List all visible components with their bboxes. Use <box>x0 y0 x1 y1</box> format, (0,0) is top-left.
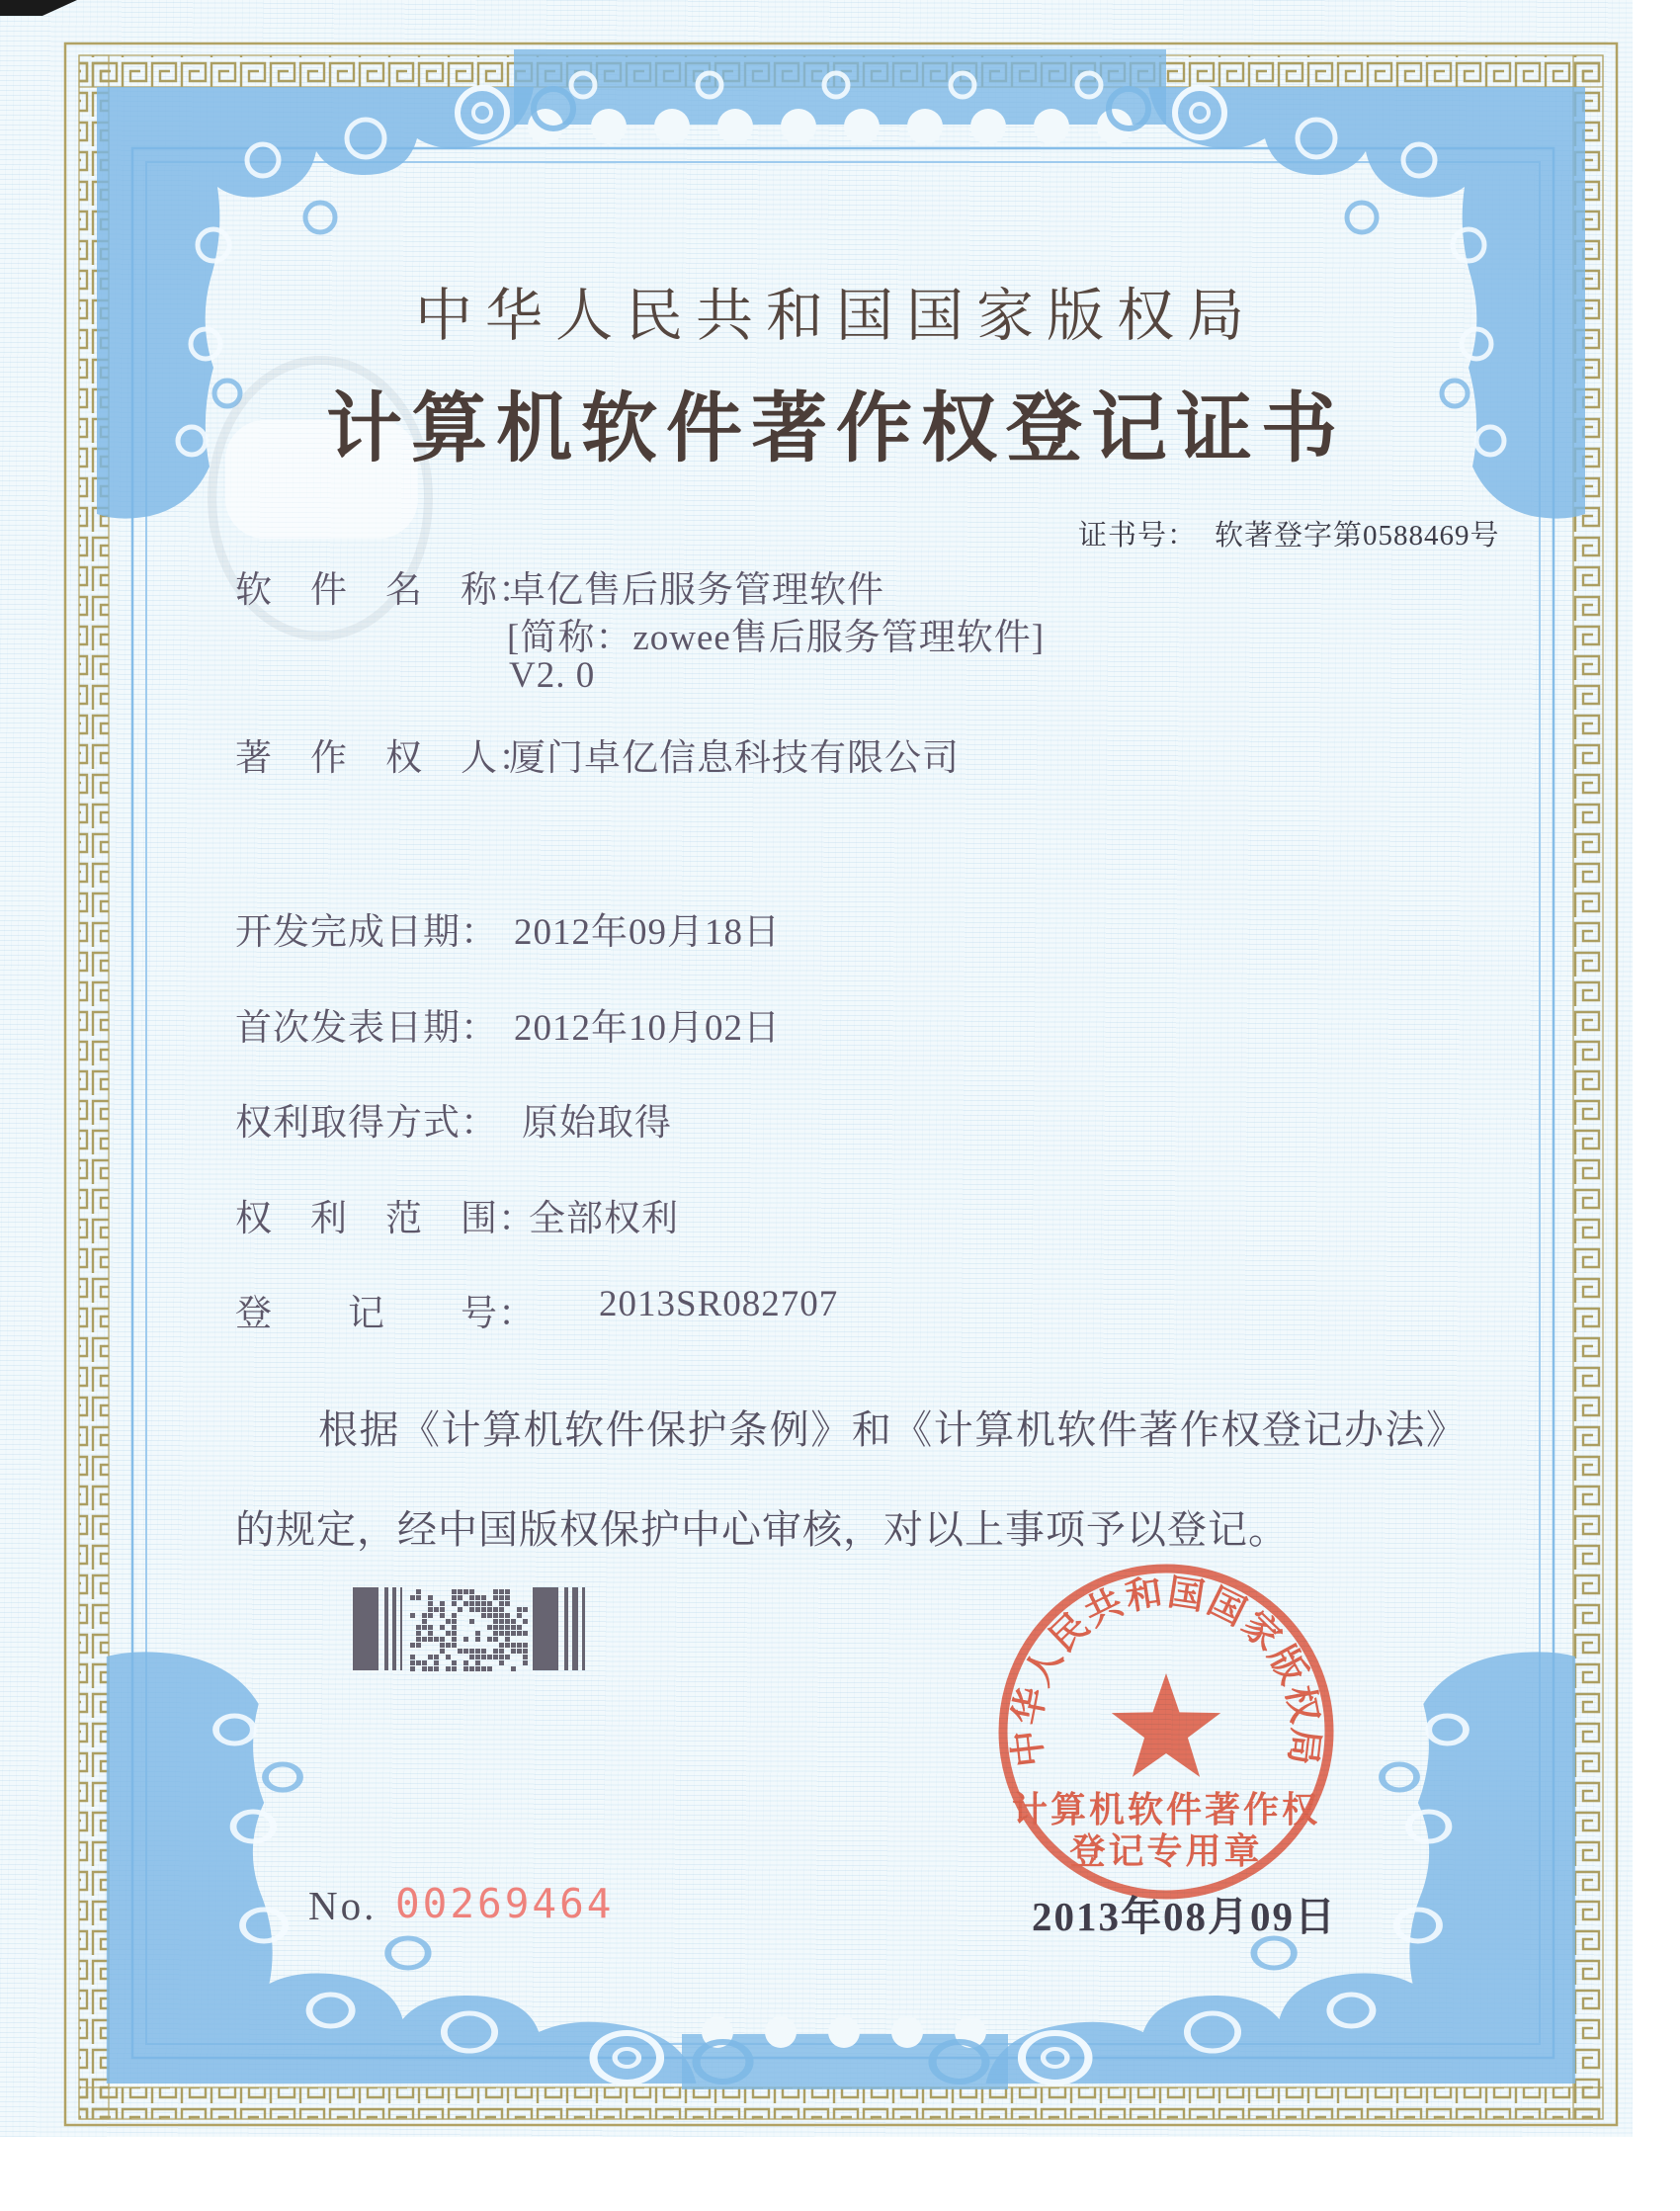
registration-seal <box>968 1534 1364 1929</box>
copyright-owner-value: 厦门卓亿信息科技有限公司 <box>509 738 960 779</box>
scan-margin-bottom <box>0 2137 1680 2211</box>
software-version: V2. 0 <box>509 655 596 696</box>
certificate-number-label: 证书号： <box>1078 520 1198 552</box>
dev-complete-date-value: 2012年09月18日 <box>514 912 781 953</box>
right-acquisition-label: 权利取得方式： <box>235 1103 498 1144</box>
registration-statement: 根据《计算机软件保护条例》和《计算机软件著作权登记办法》的规定，经中国版权保护中心审核，对以上事项予以登记。 <box>235 1407 1447 1552</box>
software-short-name: [简称：zowee售后服务管理软件] <box>507 618 1046 658</box>
registration-number-value: 2013SR082707 <box>599 1284 839 1324</box>
issue-date: 2013年08月09日 <box>1032 1894 1337 1939</box>
copyright-owner-label: 著 作 权 人： <box>235 738 536 779</box>
dev-complete-date-label: 开发完成日期： <box>235 912 498 953</box>
corner-flourish-bottom-left <box>107 1652 750 2083</box>
authority-title: 中华人民共和国国家版权局 <box>414 284 1257 348</box>
registration-number-label: 登 记 号： <box>235 1294 536 1334</box>
certificate-number-value: 软著登字第0588469号 <box>1215 520 1500 552</box>
certificate-title: 计算机软件著作权登记证书 <box>326 386 1346 471</box>
first-publish-date-value: 2012年10月02日 <box>514 1008 781 1049</box>
right-scope-label: 权 利 范 围： <box>235 1199 536 1239</box>
certificate-number-line <box>1046 480 1500 586</box>
serial-prefix: No. <box>308 1883 378 1928</box>
barcode <box>353 1587 588 1672</box>
serial-number: 00269464 <box>395 1880 615 1927</box>
right-scope-value: 全部权利 <box>529 1199 679 1239</box>
seal-line2: 登记专用章 <box>1069 1831 1263 1871</box>
seal-line1: 计算机软件著作权 <box>1011 1790 1321 1829</box>
first-publish-date-label: 首次发表日期： <box>235 1008 498 1049</box>
right-acquisition-value: 原始取得 <box>522 1103 672 1144</box>
scan-margin-right <box>1633 0 1680 2211</box>
software-name-value: 卓亿售后服务管理软件 <box>509 570 884 611</box>
star-icon <box>1112 1673 1220 1777</box>
software-name-label: 软 件 名 称： <box>235 570 536 611</box>
seal-ring-text: 中华人民共和国国家版权局 <box>1006 1572 1326 1769</box>
